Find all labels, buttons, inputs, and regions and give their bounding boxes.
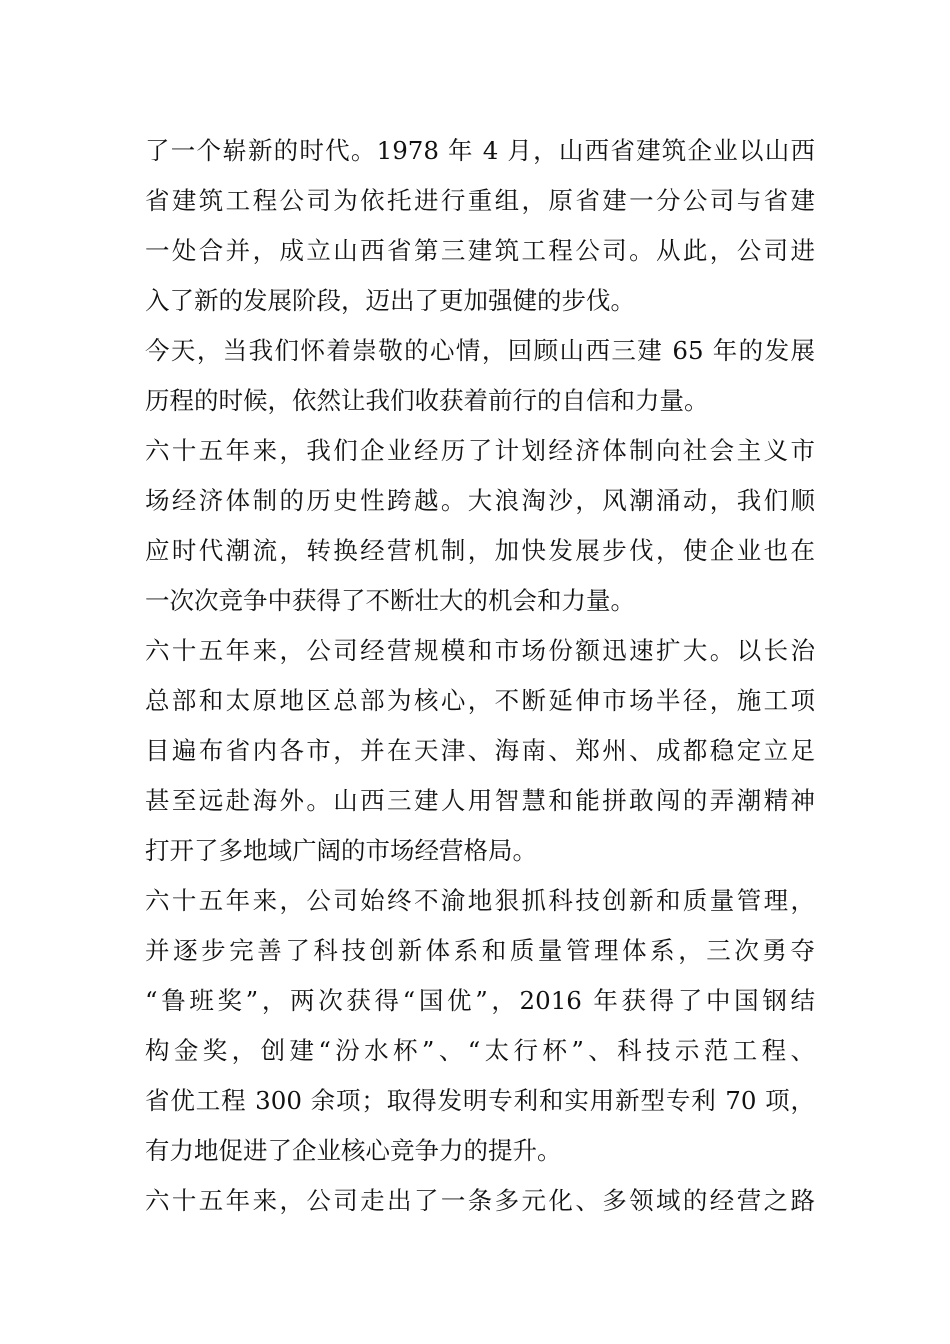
text-line: 目遍布省内各市，并在天津、海南、郑州、成都稳定立足 bbox=[145, 736, 815, 765]
text-line: 入了新的发展阶段，迈出了更加强健的步伐。 bbox=[145, 286, 635, 315]
paragraph-today bbox=[145, 326, 815, 426]
text-line: 六十五年来，公司走出了一条多元化、多领域的经营之路 bbox=[145, 1186, 815, 1215]
text-line: 场经济体制的历史性跨越。大浪淘沙，风潮涌动，我们顺 bbox=[145, 486, 815, 515]
text-line: 甚至远赴海外。山西三建人用智慧和能拼敢闯的弄潮精神 bbox=[145, 786, 815, 815]
document-body bbox=[145, 126, 815, 1226]
paragraph-diversification bbox=[145, 1176, 815, 1226]
text-line: 应时代潮流，转换经营机制，加快发展步伐，使企业也在 bbox=[145, 536, 815, 565]
text-line: 历程的时候，依然让我们收获着前行的自信和力量。 bbox=[145, 386, 709, 415]
paragraph-innovation-quality bbox=[145, 876, 815, 1176]
text-line: 有力地促进了企业核心竞争力的提升。 bbox=[145, 1136, 562, 1165]
text-line: 并逐步完善了科技创新体系和质量管理体系，三次勇夺 bbox=[145, 936, 815, 965]
text-line: 一次次竞争中获得了不断壮大的机会和力量。 bbox=[145, 586, 635, 615]
text-line: 省建筑工程公司为依托进行重组，原省建一分公司与省建 bbox=[145, 186, 815, 215]
text-line: 今天，当我们怀着崇敬的心情，回顾山西三建 65 年的发展 bbox=[145, 336, 815, 365]
text-line: 了一个崭新的时代。1978 年 4 月，山西省建筑企业以山西 bbox=[145, 136, 815, 165]
text-line: 构金奖，创建“汾水杯”、“太行杯”、科技示范工程、 bbox=[145, 1036, 815, 1065]
text-line: 六十五年来，公司始终不渝地狠抓科技创新和质量管理， bbox=[145, 886, 815, 915]
paragraph-market-expansion bbox=[145, 626, 815, 876]
text-line: 六十五年来，我们企业经历了计划经济体制向社会主义市 bbox=[145, 436, 815, 465]
text-line: 一处合并，成立山西省第三建筑工程公司。从此，公司进 bbox=[145, 236, 815, 265]
text-line: “鲁班奖”，两次获得“国优”，2016 年获得了中国钢结 bbox=[145, 986, 815, 1015]
text-line: 六十五年来，公司经营规模和市场份额迅速扩大。以长治 bbox=[145, 636, 815, 665]
paragraph-system-change bbox=[145, 426, 815, 626]
paragraph-founding bbox=[145, 126, 815, 326]
text-line: 总部和太原地区总部为核心，不断延伸市场半径，施工项 bbox=[145, 686, 815, 715]
text-line: 省优工程 300 余项；取得发明专利和实用新型专利 70 项， bbox=[145, 1086, 815, 1115]
text-line: 打开了多地域广阔的市场经营格局。 bbox=[145, 836, 537, 865]
